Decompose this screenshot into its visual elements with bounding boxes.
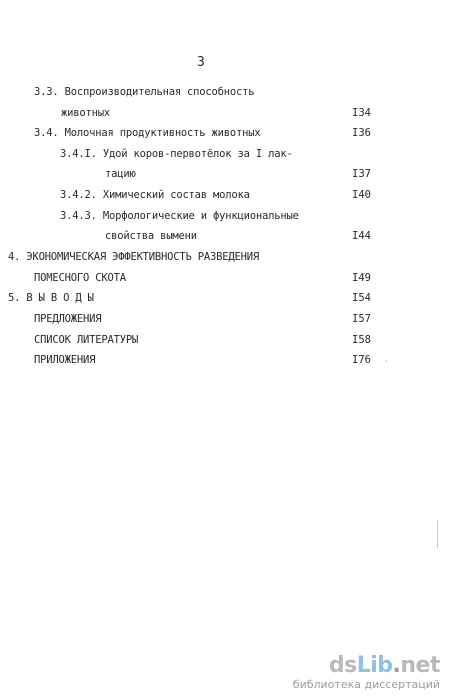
toc-page-number: I54 — [352, 292, 371, 304]
toc-page-number: I57 — [352, 313, 371, 325]
toc-entry-text-continuation: тацию — [105, 168, 136, 180]
page-number: 3 — [197, 55, 205, 70]
toc-entry-text: 3.4.2. Химический состав молока — [60, 189, 250, 201]
toc-entry-text: ПРЕДЛОЖЕНИЯ — [34, 313, 102, 325]
toc-entry-text: 5. В Ы В О Д Ы — [8, 292, 94, 304]
toc-entry-text: ПРИЛОЖЕНИЯ — [34, 354, 96, 366]
scan-mark — [386, 360, 387, 362]
toc-page-number: I76 — [352, 354, 371, 366]
toc-page-number: I40 — [352, 189, 371, 201]
watermark-logo: dsLib.net — [328, 653, 440, 678]
watermark-caption: библиотека диссертаций — [292, 678, 440, 691]
toc-page-number: I36 — [352, 127, 371, 139]
toc-entry-text: СПИСОК ЛИТЕРАТУРЫ — [34, 334, 139, 346]
toc-page-number: I37 — [352, 168, 371, 180]
toc-entry-text-continuation: свойства вымени — [105, 230, 197, 242]
toc-entry-text-continuation: ПОМЕСНОГО СКОТА — [34, 272, 126, 284]
toc-entry-text: 4. ЭКОНОМИЧЕСКАЯ ЭФФЕКТИВНОСТЬ РАЗВЕДЕНИЯ — [8, 251, 259, 263]
toc-entry-text: 3.4.I. Удой коров-первотёлок за I лак- — [60, 148, 293, 160]
toc-entry-text: 3.4.3. Морфологические и функциональные — [60, 210, 299, 222]
toc-page-number: I44 — [352, 230, 371, 242]
toc-entry-text: 3.3. Воспроизводительная способность — [34, 86, 255, 98]
toc-entry-text: 3.4. Молочная продуктивность животных — [34, 127, 261, 139]
watermark — [293, 654, 440, 691]
toc-page-number: I34 — [352, 107, 371, 119]
toc-page-number: I58 — [352, 334, 371, 346]
toc-page-number: I49 — [352, 272, 371, 284]
scan-mark — [437, 520, 438, 548]
toc-entry-text-continuation: животных — [61, 107, 110, 119]
